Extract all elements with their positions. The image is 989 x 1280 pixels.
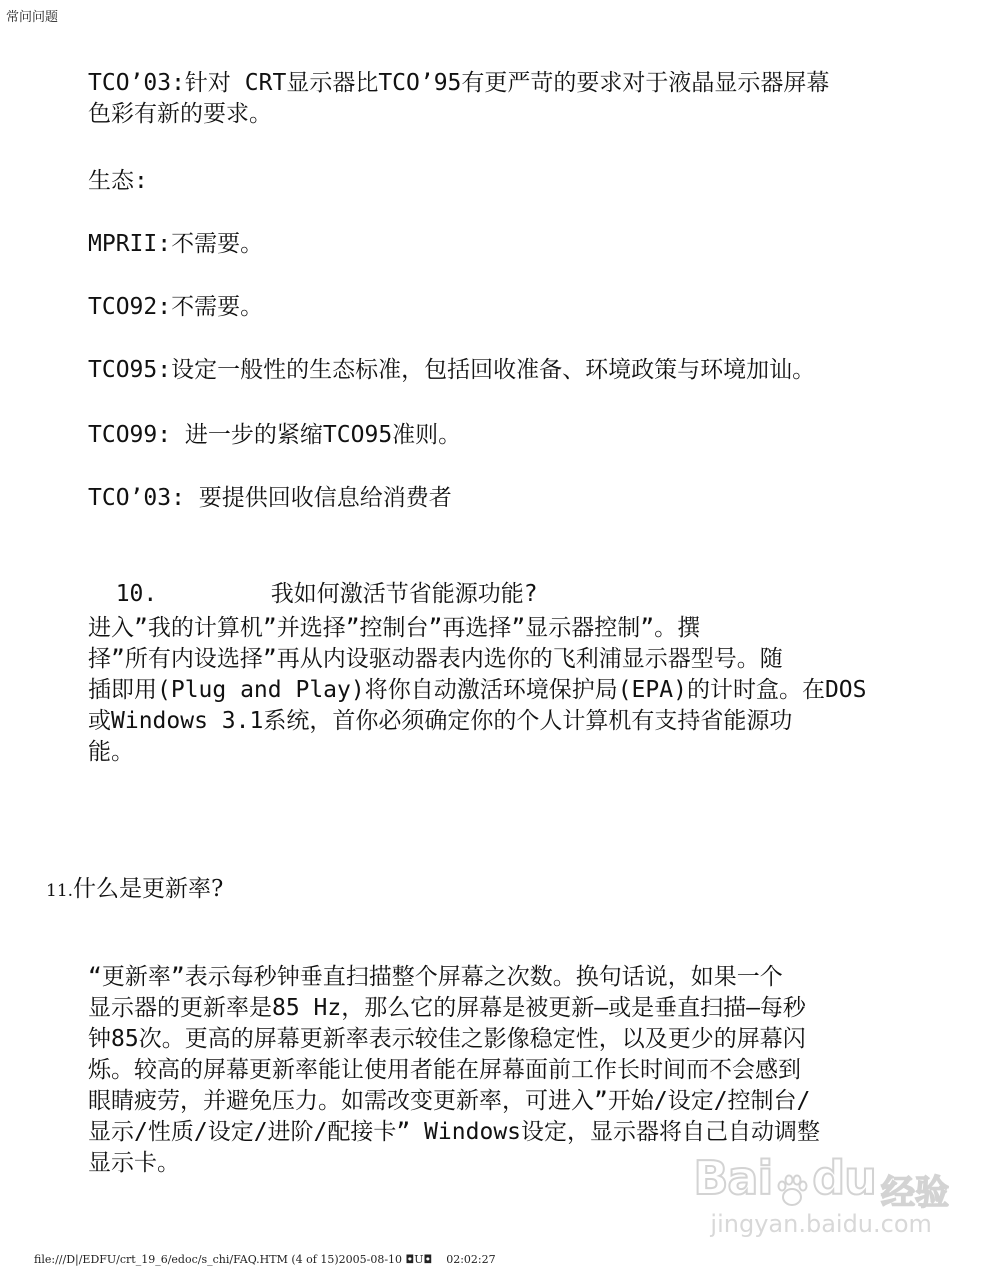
page-footer-path: file:///D|/EDFU/crt_19_6/edoc/s_chi/FAQ.HTM (4 of 15)2005-08-10 ◘U◘ 02:02:27 [34, 1253, 496, 1266]
paragraph-tco99: TCO99: 进一步的紧缩TCO95准则。 [88, 422, 462, 448]
paragraph-mprii: MPRII:不需要。 [88, 231, 264, 257]
watermark-brand-cn: 经验 [881, 1173, 949, 1213]
page-header-title: 常问问题 [6, 10, 59, 25]
answer-10: 进入”我的计算机”并选择”控制台”再选择”显示器控制”。撰 择”所有内设选择”再从内设驱动器表内选你的飞利浦显示器型号。随 插即用(Plug and Play)将你自动激活环境保护局(EPA)的计时盒。在DOS 或Windows 3.1系统，首你必须确定你的个人计算机有支持省能源功 能。 [88, 615, 867, 765]
baidu-jingyan-watermark [693, 1151, 949, 1238]
answer-11: “更新率”表示每秒钟垂直扫描整个屏幕之次数。换句话说，如果一个 显示器的更新率是85 Hz，那么它的屏幕是被更新—或是垂直扫描—每秒 钟85次。更高的屏幕更新率表示较佳之影像稳定性，以及更少的屏幕闪 烁。较高的屏幕更新率能让使用者能在屏幕面前工作长时间而不会感到 眼睛疲劳，并避免压力。如需改变更新率，可进入”开始/设定/控制台/ 显示/性质/设定/进阶/配接卡” Windows设定，显示器将自己自动调整 显示卡。 [88, 964, 821, 1176]
watermark-brand-du: du [812, 1151, 876, 1205]
paragraph-tco95: TCO95:设定一般性的生态标准，包括回收准备、环境政策与环境加讪。 [88, 357, 816, 383]
watermark-url: jingyan.baidu.com [710, 1210, 932, 1238]
question-10 [88, 548, 538, 610]
question-11 [46, 870, 223, 903]
question-11-text: 什么是更新率? [73, 876, 224, 902]
baidu-paw-icon [772, 1170, 812, 1210]
watermark-brand-bai: Bai [693, 1151, 773, 1205]
paragraph-ecology: 生态: [88, 168, 148, 194]
paragraph-tco92: TCO92:不需要。 [88, 294, 264, 320]
question-10-text: 我如何激活节省能源功能? [270, 581, 538, 607]
paragraph-tco03-recycle: TCO’03: 要提供回收信息给消费者 [88, 485, 452, 511]
question-11-number: 11. [46, 881, 74, 901]
paragraph-tco03-crt: TCO’03:针对 CRT显示器比TCO’95有更严苛的要求对于液晶显示器屏幕 色彩有新的要求。 [88, 70, 830, 127]
question-10-number: 10. [115, 581, 158, 607]
